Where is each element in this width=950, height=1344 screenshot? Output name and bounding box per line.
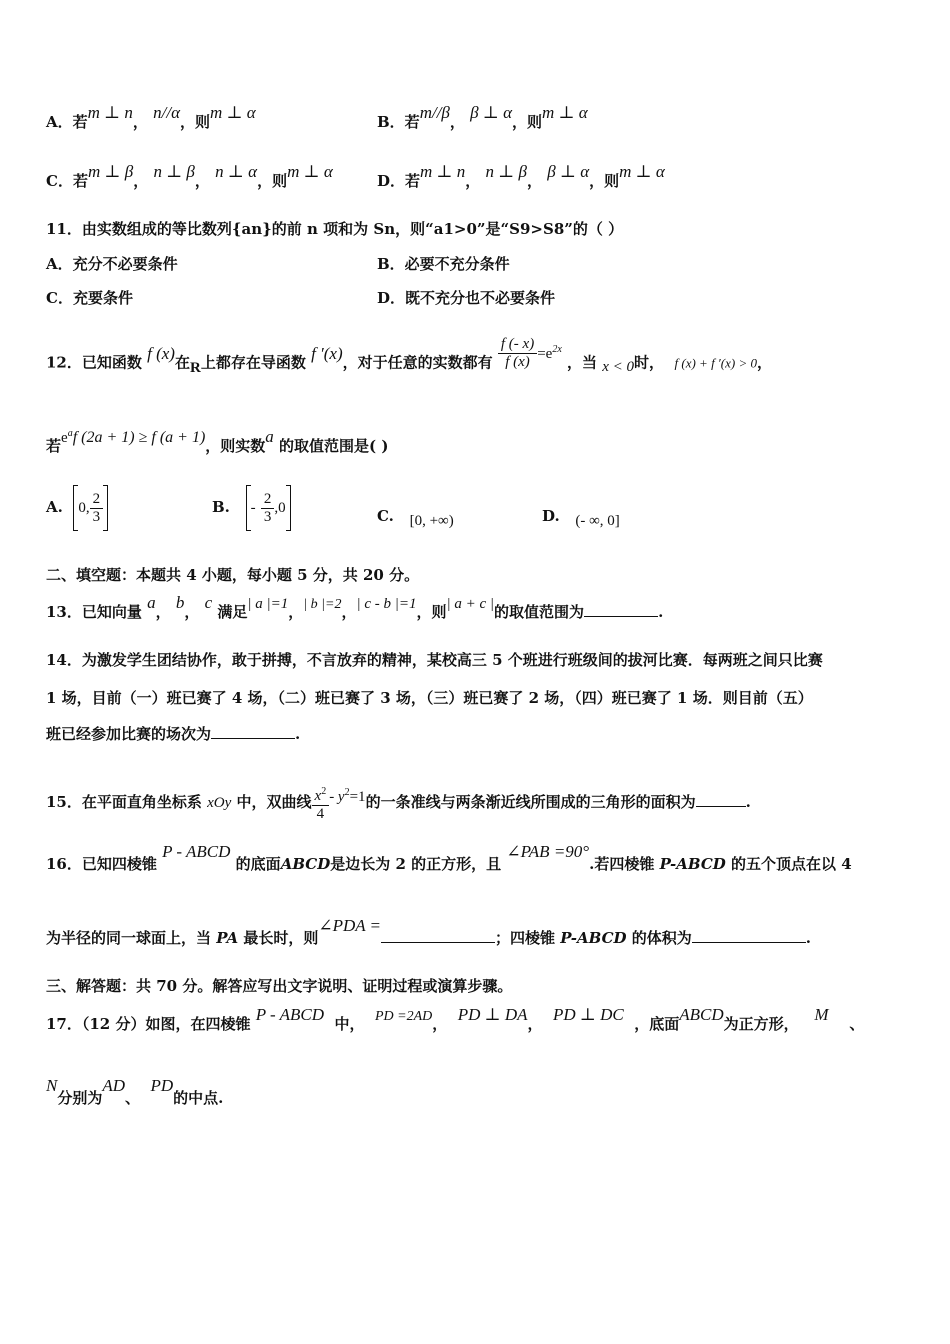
q15-answer-blank[interactable] (696, 792, 746, 807)
q15: 15．在平面直角坐标系 xOy 中，双曲线 $\frac{x^2}{4}$ - $y^2=1$的一条准线与两条渐近线所围成的三角形的面积为 . (46, 783, 751, 823)
section-3-heading: 三、解答题：共 70 分。解答应写出文字说明、证明过程或演算步骤。 (46, 977, 513, 995)
q10-option-a: A．若m ⊥ n， n//α，则m ⊥ α (46, 103, 256, 131)
q12-option-b: B. - $\frac{2}{3}$ ,0 (212, 482, 291, 532)
q13-answer-blank[interactable] (584, 602, 658, 617)
q12-fraction: $\frac{f (- x)}{f (x)}$ (498, 336, 537, 371)
q16-angle-blank[interactable] (381, 928, 495, 943)
q10-option-c: C．若m ⊥ β， n ⊥ β， n ⊥ α，则m ⊥ α (46, 162, 333, 190)
q12-option-d: D. (- ∞, 0] (542, 507, 620, 529)
q11-option-d: D．既不充分也不必要条件 (377, 289, 556, 307)
q11-option-c: C．充要条件 (46, 289, 133, 307)
q15-fraction: $\frac{x^2}{4}$ (312, 783, 330, 823)
q17-line2: N分别为AD、 PD的中点. (46, 1076, 224, 1107)
q16-line1: 16．已知四棱锥 P - ABCD 的底面ABCD是边长为 2 的正方形，且 ∠PAB =90°.若四棱锥 P-ABCD 的五个顶点在以 4 (46, 842, 852, 873)
q10-option-b: B．若m//β， β ⊥ α，则m ⊥ α (377, 103, 588, 131)
q11-stem: 11．由实数组成的等比数列{an}的前 n 项和为 Sn，则“a1>0”是“S9>S8”的（ ） (46, 220, 624, 238)
q12-line2: 若$e^af$ (2a + 1) ≥ f (a + 1)，则实数a 的取值范围是( ) (46, 427, 389, 455)
q12-line1: 12．已知函数 f (x)在R上都存在导函数 f ′(x)，对于任意的实数都有 $\frac{f (- x)}{f (x)}$ $=e^{2x}$ ，当 x < 0时， f (x) + f ′(x) > 0， (46, 336, 772, 376)
q13: 13．已知向量 a， b， c 满足| a |=1，| b |=2，| c - b |=1，则| a + c |的取值范围为 . (46, 593, 664, 621)
section-2-heading: 二、填空题：本题共 4 小题，每小题 5 分，共 20 分。 (46, 566, 420, 584)
q14-answer-blank[interactable] (211, 724, 295, 739)
q14-line1: 14．为激发学生团结协作，敢于拼搏，不言放弃的精神，某校高三 5 个班进行班级间的拔河比赛．每两班之间只比赛 (46, 651, 823, 669)
q10-a-expr1: m ⊥ n (87, 103, 133, 122)
q10-option-d: D．若m ⊥ n， n ⊥ β， β ⊥ α，则m ⊥ α (377, 162, 665, 190)
q16-volume-blank[interactable] (692, 928, 806, 943)
q11-option-b: B．必要不充分条件 (377, 255, 510, 273)
q12-option-c: C. [0, +∞) (377, 507, 454, 529)
q16-line2: 为半径的同一球面上，当 PA 最长时，则∠PDA =；四棱锥 P-ABCD 的体积为 . (46, 916, 812, 947)
q17-line1: 17．（12 分）如图，在四棱锥 P - ABCD 中， PD =2AD， PD ⊥ DA， PD ⊥ DC ，底面ABCD为正方形， M 、 (46, 1005, 865, 1033)
q11-option-a: A．充分不必要条件 (46, 255, 178, 273)
q14-line3: 班已经参加比赛的场次为 . (46, 725, 301, 743)
q12-option-a: A. 0, $\frac{2}{3}$ (46, 482, 108, 532)
q14-line2: 1 场，目前（一）班已赛了 4 场，（二）班已赛了 3 场，（三）班已赛了 2 场，（四）班已赛了 1 场．则目前（五） (46, 689, 813, 707)
